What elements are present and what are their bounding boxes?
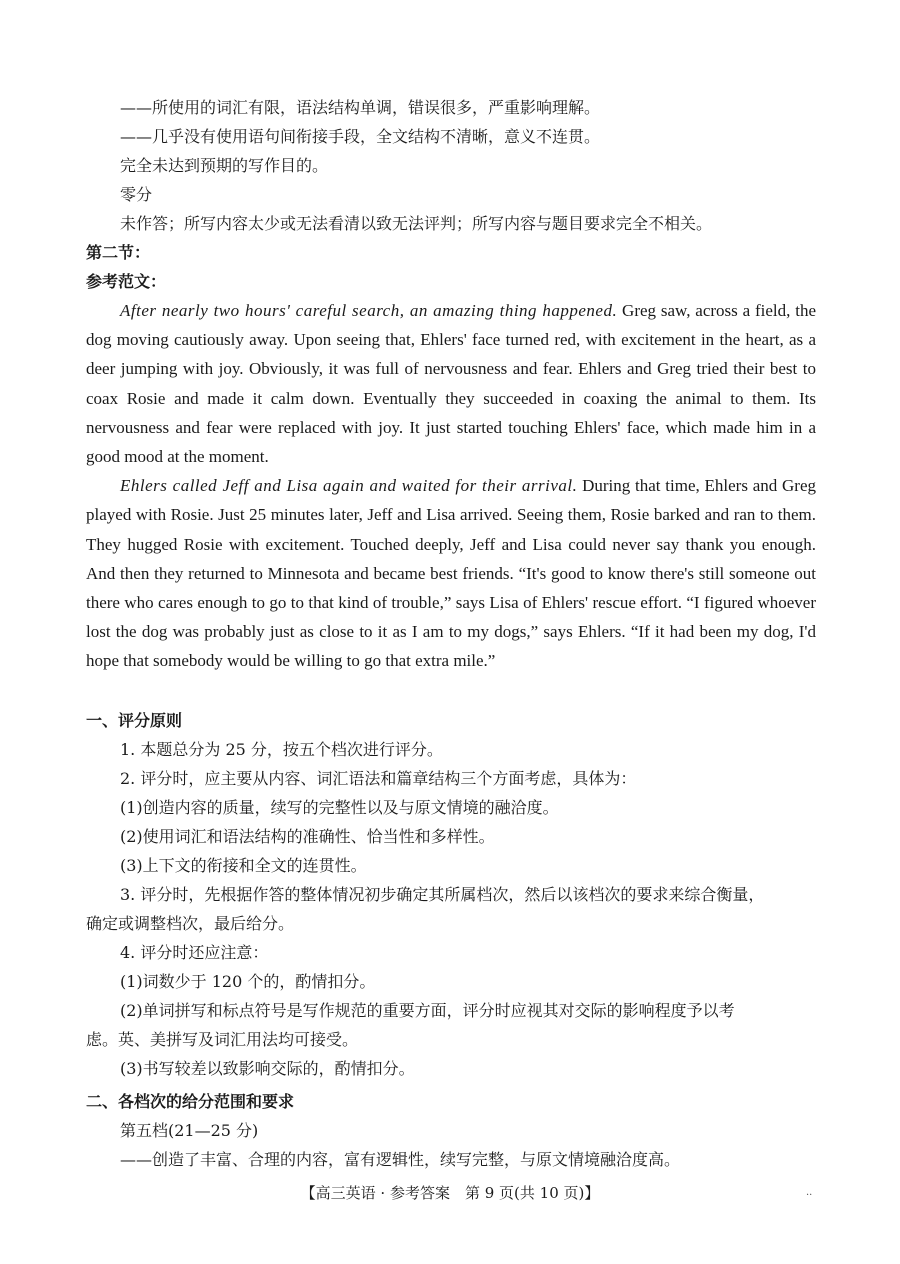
sample-essay-heading: 参考范文： — [86, 272, 167, 291]
essay-paragraph-1 — [86, 296, 816, 471]
principle-item: 4. 评分时还应注意： — [120, 943, 269, 962]
level-description: ——创造了丰富、合理的内容，富有逻辑性，续写完整，与原文情境融洽度高。 — [120, 1150, 681, 1169]
principle-subitem-continued: 虑。英、美拼写及词汇用法均可接受。 — [86, 1030, 359, 1049]
corner-mark: ·· — [806, 1190, 813, 1201]
criterion-line: 完全未达到预期的写作目的。 — [120, 156, 329, 175]
principles-heading: 一、评分原则 — [86, 711, 183, 730]
levels-heading: 二、各档次的给分范围和要求 — [86, 1092, 295, 1111]
paragraph-body: Greg saw, across a field, the dog moving cautiously away. Upon seeing that, Ehlers' face turned red, with excitement in the heart, as a deer jumping with joy. Obviously, it was full of nervousness and fear. Ehlers and Greg tried their best to coax Rosie and made it calm down. Eventually they succeeded in coaxing the animal to them. Its nervousness and fear were replaced with joy. It just started touching Ehlers' face, which made him in a good mood at the moment. — [86, 301, 816, 467]
paragraph-opening: After nearly two hours' careful search, an amazing thing happened. — [120, 301, 618, 320]
sample-essay — [86, 296, 816, 676]
principle-item: 3. 评分时，先根据作答的整体情况初步确定其所属档次，然后以该档次的要求来综合衡量， — [120, 885, 765, 904]
criterion-line: ——几乎没有使用语句间衔接手段，全文结构不清晰，意义不连贯。 — [120, 127, 601, 146]
principle-subitem: (3)上下文的衔接和全文的连贯性。 — [120, 856, 367, 875]
principle-subitem: (2)单词拼写和标点符号是写作规范的重要方面，评分时应视其对交际的影响程度予以考 — [120, 1001, 735, 1020]
paragraph-body: During that time, Ehlers and Greg played with Rosie. Just 25 minutes later, Jeff and Lisa arrived. Seeing them, Rosie barked and ran to them. They hugged Rosie with excitement. Touched deeply, Jeff and Lisa could never say thank you enough. And then they returned to Minnesota and became best friends. “It's good to know there's still someone out there who cares enough to go to that kind of trouble,” says Lisa of Ehlers' rescue effort. “I figured whoever lost the dog was probably just as close to it as I am to my dogs,” says Ehlers. “If it had been my dog, I'd hope that somebody would be willing to go that extra mile.” — [86, 476, 816, 671]
level-title: 第五档(21—25 分) — [120, 1121, 259, 1140]
principle-subitem: (2)使用词汇和语法结构的准确性、恰当性和多样性。 — [120, 827, 495, 846]
principle-item: 2. 评分时，应主要从内容、词汇语法和篇章结构三个方面考虑，具体为： — [120, 769, 637, 788]
paragraph-opening: Ehlers called Jeff and Lisa again and waited for their arrival. — [120, 476, 578, 496]
grade-zero-desc: 未作答；所写内容太少或无法看清以致无法评判；所写内容与题目要求完全不相关。 — [120, 214, 713, 233]
principle-subitem: (1)创造内容的质量，续写的完整性以及与原文情境的融洽度。 — [120, 798, 559, 817]
page-footer: 【高三英语 · 参考答案 第 9 页(共 10 页)】 — [300, 1184, 600, 1202]
grade-zero-label: 零分 — [120, 185, 153, 204]
essay-paragraph-2 — [86, 471, 816, 675]
section-heading: 第二节： — [86, 243, 151, 262]
principle-item-continued: 确定或调整档次，最后给分。 — [86, 914, 295, 933]
principle-item: 1. 本题总分为 25 分，按五个档次进行评分。 — [120, 740, 443, 759]
principle-subitem: (3)书写较差以致影响交际的，酌情扣分。 — [120, 1059, 415, 1078]
principle-subitem: (1)词数少于 120 个的，酌情扣分。 — [120, 972, 376, 991]
criterion-line: ——所使用的词汇有限，语法结构单调，错误很多，严重影响理解。 — [120, 98, 601, 117]
